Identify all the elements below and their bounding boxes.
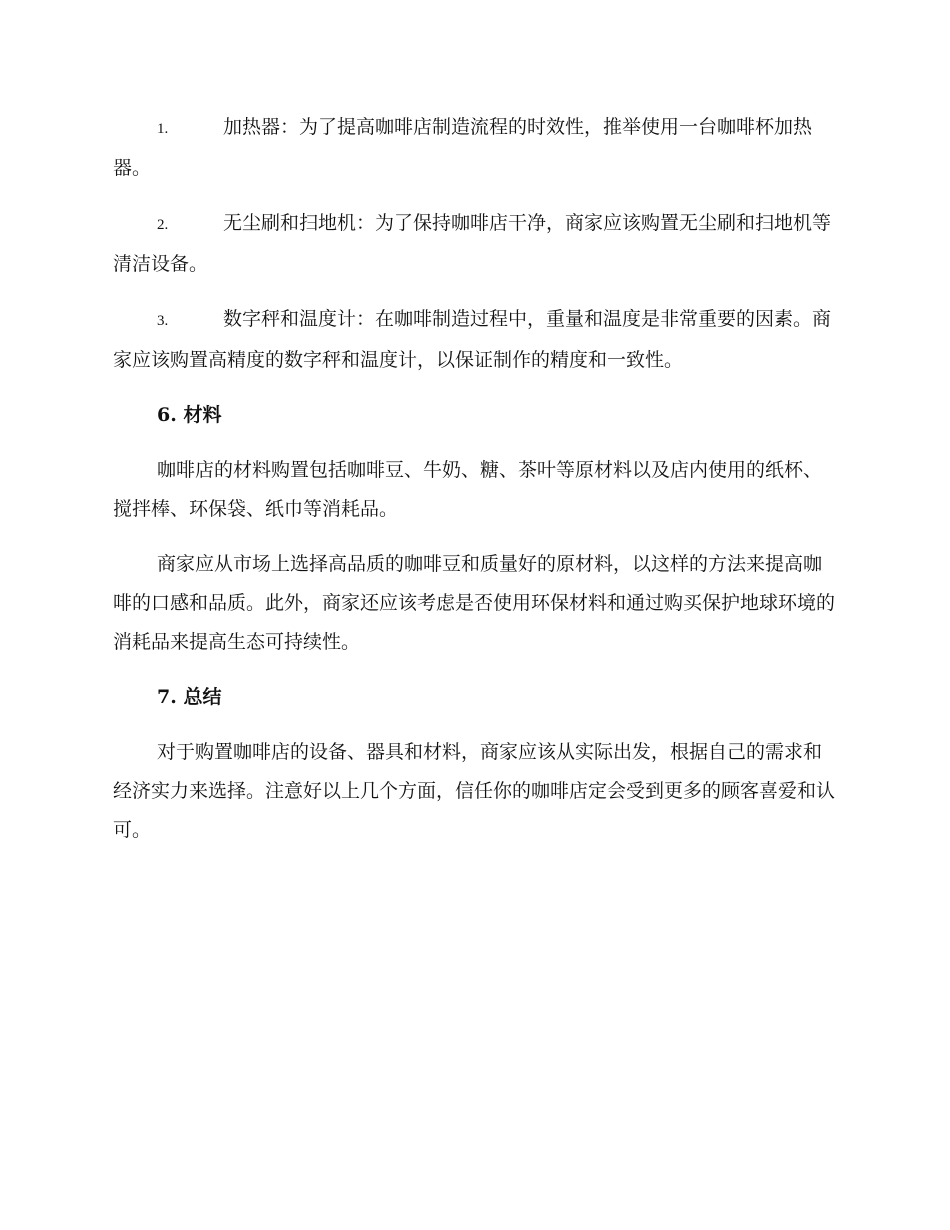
section-heading-materials: 6. 材料 bbox=[157, 404, 222, 426]
materials-paragraph-1: 咖啡店的材料购置包括咖啡豆、牛奶、糖、茶叶等原材料以及店内使用的纸杯、搅拌棒、环保袋、纸巾等消耗品。 bbox=[113, 459, 823, 520]
list-number-3: 3. bbox=[157, 313, 169, 329]
list-item-1 bbox=[113, 108, 835, 188]
list-number-2: 2. bbox=[157, 217, 169, 233]
section-heading-summary: 7. 总结 bbox=[157, 686, 222, 708]
summary-paragraph: 对于购置咖啡店的设备、器具和材料，商家应该从实际出发，根据自己的需求和经济实力来选择。注意好以上几个方面，信任你的咖啡店定会受到更多的顾客喜爱和认可。 bbox=[113, 741, 836, 841]
materials-paragraph-2: 商家应从市场上选择高品质的咖啡豆和质量好的原材料，以这样的方法来提高咖啡的口感和品质。此外，商家还应该考虑是否使用环保材料和通过购买保护地球环境的消耗品来提高生态可持续性。 bbox=[113, 553, 836, 653]
list-number-1: 1. bbox=[157, 121, 169, 137]
document-content bbox=[113, 108, 835, 866]
list-text-3: 数字秤和温度计：在咖啡制造过程中，重量和温度是非常重要的因素。商家应该购置高精度的数字秤和温度计，以保证制作的精度和一致性。 bbox=[113, 308, 832, 371]
list-text-2: 无尘刷和扫地机：为了保持咖啡店干净，商家应该购置无尘刷和扫地机等清洁设备。 bbox=[113, 212, 832, 275]
list-text-1: 加热器：为了提高咖啡店制造流程的时效性，推举使用一台咖啡杯加热器。 bbox=[113, 116, 813, 179]
list-item-2 bbox=[113, 204, 835, 284]
list-item-3 bbox=[113, 300, 835, 380]
